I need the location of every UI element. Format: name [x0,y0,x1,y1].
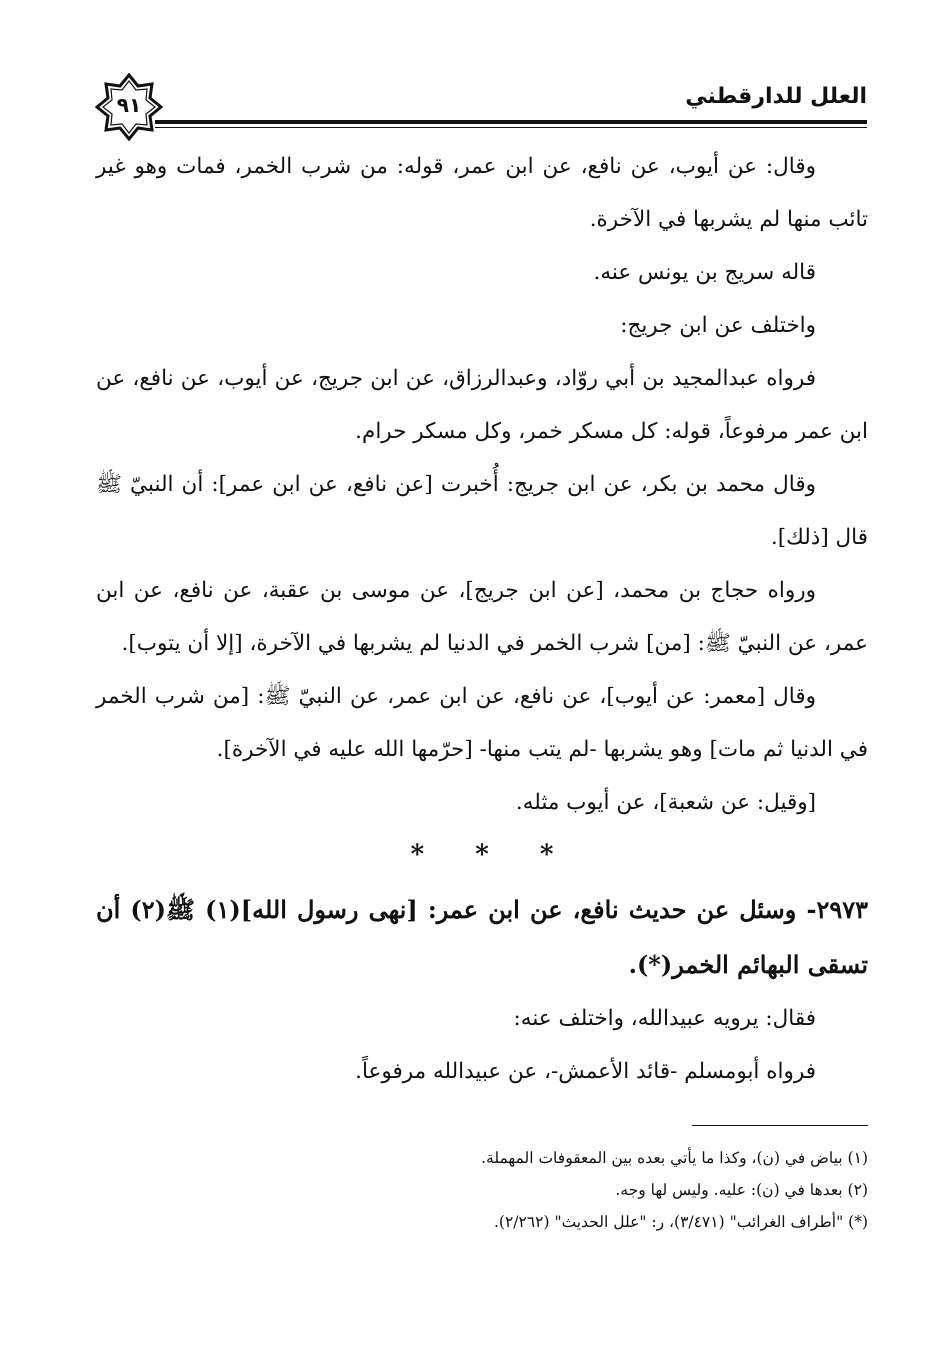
main-text [96,140,868,1098]
paragraph: وقال [معمر: عن أيوب]، عن نافع، عن ابن عمر، عن النبيّ ﷺ: [من شرب الخمر في الدنيا ثم مات] وهو يشربها -لم يتب منها- [حرّمها الله عليه في الآخرة]. [96,684,868,762]
book-title: العلل للدارقطني [685,84,867,109]
footnotes [96,1142,868,1238]
header-rule-thick [155,120,867,124]
header-rule-thin [155,127,867,128]
paragraph: [وقيل: عن شعبة]، عن أيوب مثله. [515,790,816,815]
page-number: ٩١ [116,93,142,117]
footnote: (١) بياض في (ن)، وكذا ما يأتي بعده بين المعقوفات المهملة. [481,1149,868,1167]
paragraph: وقال: عن أيوب، عن نافع، عن ابن عمر، قوله: من شرب الخمر، فمات وهو غير تائب منها لم يشربها في الآخرة. [96,154,868,232]
footnote: (*) "أطراف الغرائب" (٣/٤٧١)، ر: "علل الحديث" (٢/٢٦٢). [493,1213,868,1231]
paragraph: فقال: يرويه عبيدالله، واختلف عنه: [513,1006,816,1031]
paragraph: واختلف عن ابن جريج: [620,313,816,338]
entry-heading: ٢٩٧٣- وسئل عن حديث نافع، عن ابن عمر: [نهى رسول الله](١) ﷺ(٢) أن تسقى البهائم الخمر(*). [96,895,868,979]
page-header [95,70,867,150]
paragraph: فرواه عبدالمجيد بن أبي روّاد، وعبدالرزاق، عن ابن جريج، عن أيوب، عن نافع، عن ابن عمر مرفوعاً، قوله: كل مسكر خمر، وكل مسكر حرام. [96,366,868,444]
paragraph: ورواه حجاج بن محمد، [عن ابن جريج]، عن موسى بن عقبة، عن نافع، عن ابن عمر، عن النبيّ ﷺ: [من] شرب الخمر في الدنيا لم يشربها في الآخرة، [إلا أن يتوب]. [96,578,868,656]
section-separator: * * * [410,840,554,870]
paragraph: قاله سريج بن يونس عنه. [593,260,816,285]
footnote-divider [692,1125,868,1126]
paragraph: وقال محمد بن بكر، عن ابن جريج: أُخبرت [عن نافع، عن ابن عمر]: أن النبيّ ﷺ قال [ذلك]. [96,472,868,550]
paragraph: فرواه أبومسلم -قائد الأعمش-، عن عبيدالله مرفوعاً. [355,1059,816,1084]
page-number-ornament [95,73,163,141]
footnote: (٢) بعدها في (ن): عليه. وليس لها وجه. [615,1181,868,1199]
